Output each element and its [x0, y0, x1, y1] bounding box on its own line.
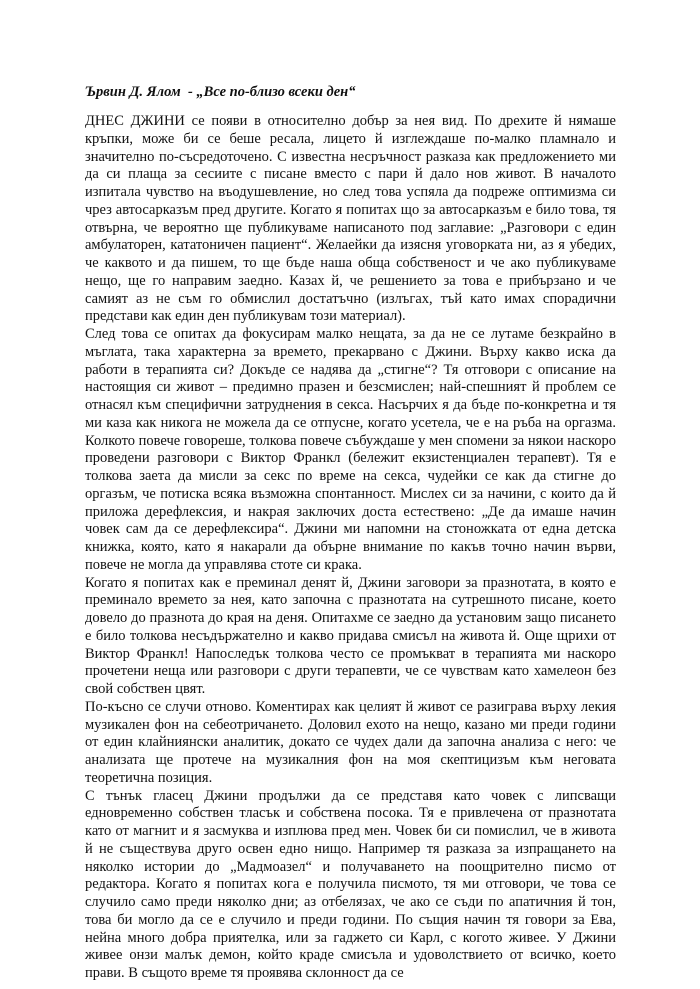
- paragraph: Когато я попитах как е преминал денят й, Джини заговори за празнотата, в която е преминало времето за нея, като започна с празнотата на сутрешното писане, което довело до празнота до края на деня. Опитахме се заедно да установим защо писането е било толкова несъдържателно и какво придава смисъл на живота й. Още щрихи от Виктор Франкл! Напоследък толкова често се промъкват в терапията ми наскоро прочетени неща или разговори с други терапевти, че се чувствам като хамелеон без свой собствен цвят.: [85, 574, 616, 697]
- paragraph: По-късно се случи отново. Коментирах как целият й живот се разиграва върху лекия музикален фон на себеотричането. Доловил ехото на нещо, казано ми преди години от един клайниянски аналитик, докато се чудех дали да започна анализа с него: че анализата ще протече на музикалния фон на моя скептицизъм към неговата теоретична позиция.: [85, 698, 616, 786]
- document-body: [85, 113, 616, 983]
- paragraph: ДНЕС ДЖИНИ се появи в относително добър за нея вид. По дрехите й нямаше кръпки, може би се беше ресала, лицето й изглеждаше по-малко пламнало и значително по-съсредоточено. С известна несръчност разказа как предложението ми да си плаща за сесиите с писане вместо с пари й дало нов живот. В началото изпитала чувство на въодушевление, но след това успяла да подреже оптимизма си чрез автосарказъм пред другите. Когато я попитах що за автосарказъм е било това, тя отвърна, че вероятно ще публикуваме написаното под заглавие: „Разговори с един амбулаторен, кататоничен пациент“. Желаейки да изясня уговорката ни, аз я убедих, че каквото и да пишем, то ще бъде наша обща собственост и че ако публикуваме нещо, ще го направим заедно. Казах й, че решението за това е прибързано и че самият аз не съм го обмислил достатъчно (излъгах, тъй като имах спорадични представи как един ден публикувам този материал).: [85, 113, 616, 325]
- paragraph: След това се опитах да фокусирам малко нещата, за да не се лутаме безкрайно в мъглата, така характерна за времето, прекарвано с Джини. Върху какво иска да работи в терапията си? Докъде се надява да „стигне“? Тя отговори с описание на настоящия си живот – предимно празен и безсмислен; най-спешният й проблем се отнасял към специфични затруднения в секса. Насърчих я да бъде по-конкретна и тя ми каза как никога не можела да се отпусне, когато усетела, че е на ръба на оргазма. Колкото повече говореше, толкова повече събуждаше у мен спомени за някои наскоро проведени разговори с Виктор Франкл (бележит екзистенциален терапевт). Тя е толкова заета да мисли за секс по време на секса, чудейки се как да стигне до оргазъм, че потиска всяка възможна спонтанност. Мислех си за начини, с които да й приложа дерефлексия, и накрая заключих доста естествено: „Де да имаше начин човек сам да се дерефлексира“. Джини ми напомни на стоножката от една детска книжка, която, като я накарали да обърне внимание по какъв точно начин върви, повече не могла да управлява стоте си крака.: [85, 326, 616, 573]
- paragraph: С тънък гласец Джини продължи да се представя като човек с липсващи едновременно собствен тласък и собствена посока. Тя е привлечена от празнотата като от магнит и я засмуква и изплюва пред мен. Човек би си помислил, че в живота й не съществува друго освен едно нищо. Например тя разказа за изпращането на няколко истории до „Мадмоазел“ и получаването на поощрително писмо от редактора. Когато я попитах кога е получила писмото, тя ми отговори, че това се случило само преди няколко дни; аз отбелязах, че ако се съди по апатичния й тон, това би могло да се е случило и преди години. По същия начин тя говори за Ева, нейна много добра приятелка, или за гаджето си Карл, с когото живее. У Джини живее онзи малък демон, който краде смисъла и удоволствието от всичко, което прави. В същото време тя проявява склонност да се: [85, 787, 616, 981]
- document-title: Ървин Д. Ялом - „Все по-близо всеки ден“: [85, 84, 356, 100]
